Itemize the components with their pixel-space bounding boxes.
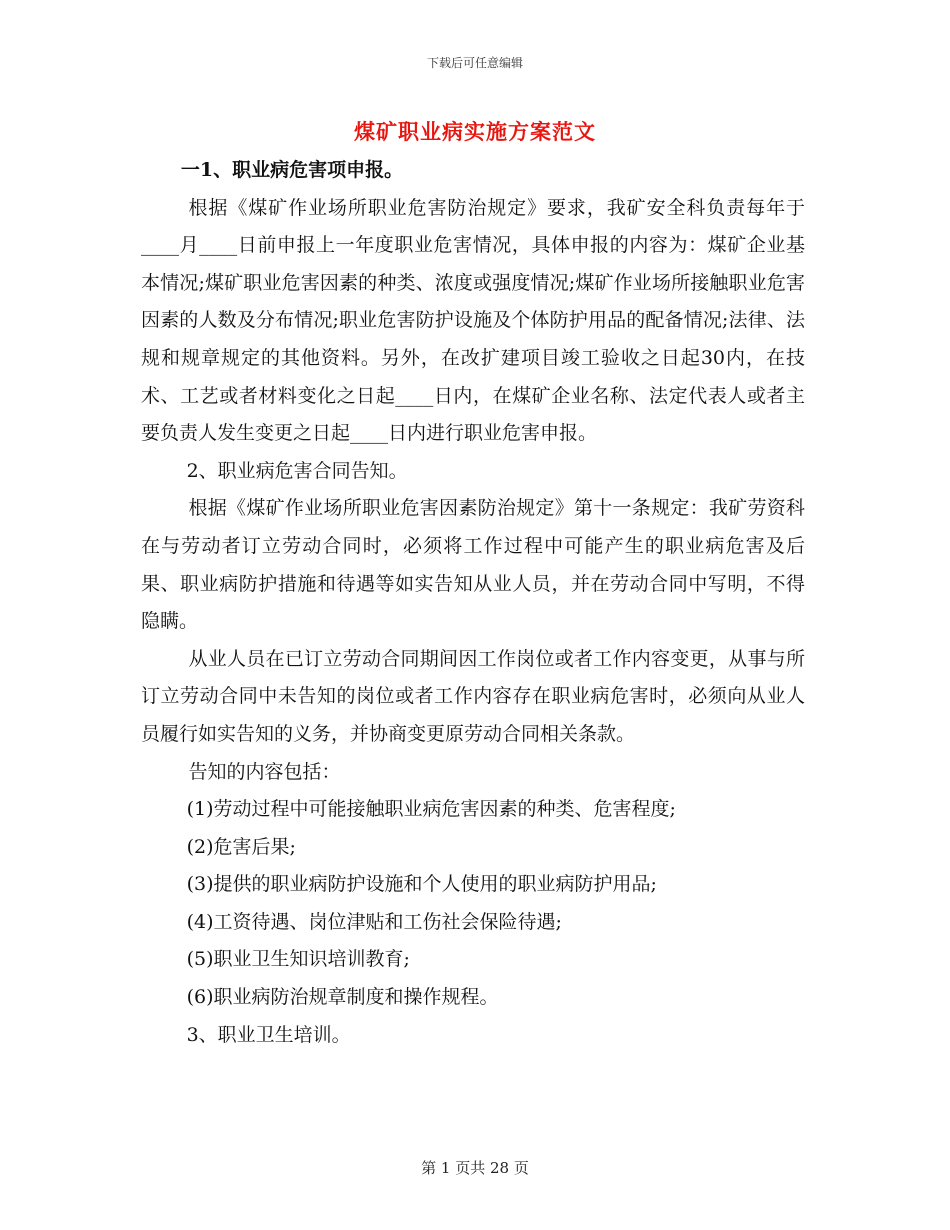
- list-item: (6)职业病防治规章制度和操作规程。: [186, 986, 499, 1009]
- page-header-note: 下载后可任意编辑: [426, 56, 523, 70]
- list-item: (1)劳动过程中可能接触职业病危害因素的种类、危害程度;: [186, 798, 676, 821]
- page-number: 第 1 页共 28 页: [421, 1159, 529, 1177]
- document-title: 煤矿职业病实施方案范文: [354, 119, 596, 144]
- section-heading-1: 一1、职业病危害项申报。: [180, 159, 404, 181]
- list-item: (4)工资待遇、岗位津贴和工伤社会保险待遇;: [186, 910, 562, 933]
- paragraph-contract-change: 从业人员在已订立劳动合同期间因工作岗位或者工作内容变更，从事与所订立劳动合同中未告知的岗位或者工作内容存在职业病危害时，必须向从业人员履行如实告知的义务，并协商变更原劳动合同相关条款。: [141, 647, 805, 745]
- list-item: (2)危害后果;: [186, 835, 296, 858]
- list-item: (5)职业卫生知识培训教育;: [186, 948, 410, 971]
- section-heading-2: 2、职业病危害合同告知。: [186, 459, 408, 482]
- paragraph-notice-contents: 告知的内容包括：: [188, 760, 341, 783]
- document-body: [141, 152, 805, 1054]
- paragraph-contract-notice: 根据《煤矿作业场所职业危害因素防治规定》第十一条规定：我矿劳资科在与劳动者订立劳动合同时，必须将工作过程中可能产生的职业病危害及后果、职业病防护措施和待遇等如实告知从业人员，并在劳动合同中写明，不得隐瞒。: [141, 497, 805, 633]
- paragraph-declaration: 根据《煤矿作业场所职业危害防治规定》要求，我矿安全科负责每年于____月____日前申报上一年度职业危害情况，具体申报的内容为：煤矿企业基本情况;煤矿职业危害因素的种类、浓度或强度情况;煤矿作业场所接触职业危害因素的人数及分布情况;职业危害防护设施及个体防护用品的配备情况;法律、法规和规章规定的其他资料。另外，在改扩建项目竣工验收之日起30内，在技术、工艺或者材料变化之日起____日内，在煤矿企业名称、法定代表人或者主要负责人发生变更之日起____日内进行职业危害申报。: [141, 196, 805, 445]
- list-item: (3)提供的职业病防护设施和个人使用的职业病防护用品;: [186, 873, 657, 896]
- section-heading-3: 3、职业卫生培训。: [186, 1023, 351, 1046]
